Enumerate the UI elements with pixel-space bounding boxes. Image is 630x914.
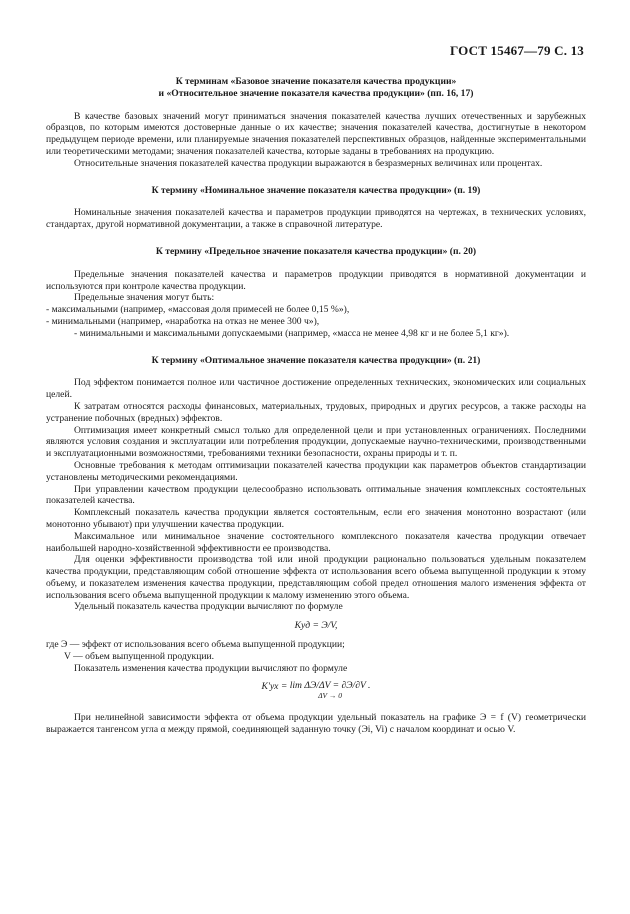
formula-lhs: K′ух = xyxy=(261,681,290,693)
list-item: - минимальными (например, «наработка на отказ не менее 300 ч»), xyxy=(46,315,320,327)
section-title: К терминам «Базовое значение показателя качества продукции» xyxy=(175,76,457,87)
paragraph: Основные требования к методам оптимизации показателей качества продукции как параметров объектов стандартизации установлены методическими рекомендациями. xyxy=(46,459,586,483)
paragraph: Для оценки эффективности производства той или иной продукции рационально пользоваться удельным показателем качества продукции, представляющим собой отношение эффекта от использования всего объема выпущенной продукции к этому объему, и показателем изменения качества продукции, представляющим собой предел отношения малого изменения эффекта от использования всего объема выпущенной продукции к малому изменению этого объема. xyxy=(46,554,586,601)
section-title: и «Относительное значение показателя качества продукции» (пп. 16, 17) xyxy=(158,87,474,99)
paragraph: Оптимизация имеет конкретный смысл только для определенной цели и при установленных ограничениях. Последними являются условия создания и эксплуатации или потребления продукции, допускаемые научно-техническими, производственными и эксплуатационными возможностями, требованиями техники безопасности, охраны природы и т. п. xyxy=(46,424,586,460)
section-title: К термину «Оптимальное значение показателя качества продукции» (п. 21) xyxy=(151,354,481,366)
section-title: К термину «Номинальное значение показателя качества продукции» (п. 19) xyxy=(151,184,481,196)
paragraph: Максимальное или минимальное значение состоятельного комплексного показателя качества продукции отвечает наибольшей народно-хозяйственной эффективности ее производства. xyxy=(46,530,586,554)
formula-change-index xyxy=(46,681,586,701)
formula-definition: V — объем выпущенной продукции. xyxy=(64,650,215,662)
list-item: - максимальными (например, «массовая доля примесей не более 0,15 %»), xyxy=(46,304,350,316)
paragraph: Номинальные значения показателей качества и параметров продукции приводятся на чертежах, в технических условиях, стандартах, другой нормативной документации, а также в справочной литературе. xyxy=(46,207,586,231)
paragraph: Удельный показатель качества продукции вычисляют по формуле xyxy=(74,601,343,613)
section-title: К термину «Предельное значение показателя качества продукции» (п. 20) xyxy=(155,245,477,257)
page-header: ГОСТ 15467—79 С. 13 xyxy=(450,43,584,58)
paragraph: Под эффектом понимается полное или частичное достижение определенных технических, экономических или социальных целей. xyxy=(46,377,586,401)
paragraph: Предельные значения показателей качества и параметров продукции приводятся в нормативной документации и используются при контроле качества продукции. xyxy=(46,268,586,292)
formula-definition: где Э — эффект от использования всего объема выпущенной продукции; xyxy=(46,639,345,651)
paragraph: Комплексный показатель качества продукции является состоятельным, если его значения монотонно возрастают (или монотонно убывают) при улучшении качества продукции. xyxy=(46,507,586,530)
paragraph: Предельные значения могут быть: xyxy=(74,292,215,304)
document-body xyxy=(46,76,586,736)
paragraph: К затратам относятся расходы финансовых, материальных, трудовых, природных и других ресурсов, а также расходы на устранение побочных (вредных) эффектов. xyxy=(46,400,586,424)
paragraph: Показатель изменения качества продукции вычисляют по формуле xyxy=(74,662,348,674)
formula-limit-expression: lim ΔЭ/ΔV = ∂Э/∂V . xyxy=(289,680,371,692)
paragraph: Относительные значения показателей качества продукции выражаются в безразмерных величинах или процентах. xyxy=(74,157,543,169)
paragraph: При нелинейной зависимости эффекта от объема продукции удельный показатель на графике Э = f (V) геометрически выражается тангенсом угла α между прямой, соединяющей заданную точку (Эi, Vi) с началом координат и осью V. xyxy=(46,712,586,736)
list-item: - минимальными и максимальными допускаемыми (например, «масса не менее 4,98 кг и не более 5,1 кг»). xyxy=(74,327,510,339)
paragraph: При управлении качеством продукции целесообразно использовать оптимальные значения комплексных состоятельных показателей качества. xyxy=(46,483,586,507)
formula-limit xyxy=(290,681,371,701)
paragraph: В качестве базовых значений могут приниматься значения показателей качества лучших отечественных и зарубежных образцов, по которым имеются достоверные данные о их качестве; значения показателей качества, достигнутые в некотором предыдущем периоде времени, или планируемые значения показателей перспективных образцов, найденные экспериментальными или теоретическими методами; значения показателей качества, которые заданы в требованиях на продукцию. xyxy=(46,110,586,157)
formula-limit-subscript: ΔV → 0 xyxy=(318,691,342,701)
formula-specific-index: Kуд = Э/V, xyxy=(294,620,338,632)
